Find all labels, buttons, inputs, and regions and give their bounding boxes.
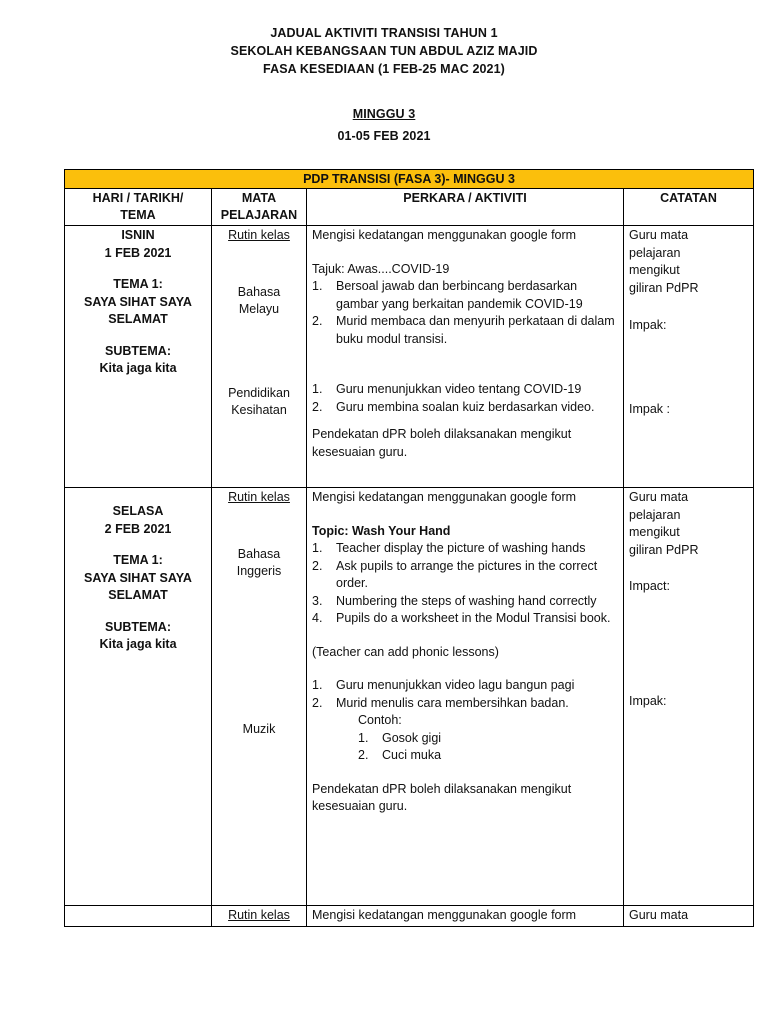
week-title: MINGGU 3 — [352, 107, 416, 121]
contoh-list — [358, 730, 618, 765]
day-cell — [65, 488, 212, 906]
list-item: 3. Numbering the steps of washing hand correctly — [312, 593, 597, 608]
subtema-value: Kita jaga kita — [99, 361, 177, 375]
subject-cell — [212, 488, 307, 906]
closing-note: Pendekatan dPR boleh dilaksanakan mengikut kesesuaian guru. — [312, 781, 572, 813]
tema-line2: SELAMAT — [108, 312, 168, 326]
notes-cell — [624, 226, 754, 488]
subject-bm-line1: Bahasa — [237, 284, 281, 299]
table-banner: PDP TRANSISI (FASA 3)- MINGGU 3 — [65, 170, 754, 189]
list-item: 1. Teacher display the picture of washing hands — [312, 541, 586, 555]
col-header-day-line1: HARI / TARIKH/ — [92, 191, 184, 205]
note-line: Guru mata — [629, 490, 689, 504]
list-item: 1. Bersoal jawab dan berbincang berdasarkan gambar yang berkaitan pandemik COVID-19 — [312, 279, 583, 311]
closing-note: Pendekatan dPR boleh dilaksanakan mengikut kesesuaian guru. — [312, 427, 572, 459]
note-line: Guru mata — [629, 228, 689, 242]
phonic-note: (Teacher can add phonic lessons) — [312, 644, 499, 659]
note-line: giliran PdPR — [629, 542, 699, 557]
rutin-kelas-label: Rutin kelas — [228, 490, 290, 504]
tema-line1: SAYA SIHAT SAYA — [84, 294, 192, 309]
note-line: pelajaran — [629, 245, 681, 260]
subject-cell — [212, 906, 307, 927]
subject-bi-line1: Bahasa — [237, 546, 281, 561]
list-item: 2. Murid menulis cara membersihkan badan. — [312, 695, 569, 710]
list-item: 1. Guru menunjukkan video tentang COVID-19 — [312, 382, 582, 396]
phase-title: FASA KESEDIAAN (1 FEB-25 MAC 2021) — [263, 62, 505, 76]
column-header-row — [65, 189, 754, 226]
subject-muzik: Muzik — [242, 721, 276, 736]
pk-activity-list — [312, 381, 618, 416]
col-header-day-line2: TEMA — [120, 208, 156, 222]
subject-bi-line2: Inggeris — [236, 564, 282, 578]
col-header-day — [65, 189, 212, 226]
tema-line1: SAYA SIHAT SAYA — [84, 570, 192, 585]
tema-label: TEMA 1: — [113, 277, 163, 291]
activity-cell — [307, 906, 624, 927]
activity-cell — [307, 488, 624, 906]
tema-label: TEMA 1: — [113, 553, 163, 567]
tema-line2: SELAMAT — [108, 588, 168, 602]
note-line: giliran PdPR — [629, 280, 699, 295]
subject-pk-line1: Pendidikan — [228, 385, 290, 400]
list-item: 2. Ask pupils to arrange the pictures in the correct order. — [312, 558, 598, 590]
list-item: 2. Murid membaca dan menyurih perkataan di dalam buku modul transisi. — [312, 314, 615, 346]
day-cell — [65, 226, 212, 488]
topic-title: Topic: Wash Your Hand — [312, 523, 451, 538]
schedule-table — [64, 169, 754, 927]
subtema-label: SUBTEMA: — [105, 343, 171, 358]
col-header-subject — [212, 189, 307, 226]
list-item: 1. Guru menunjukkan video lagu bangun pagi — [312, 678, 575, 692]
impak-label: Impak: — [629, 318, 667, 332]
day-date: 2 FEB 2021 — [104, 521, 172, 536]
subject-cell — [212, 226, 307, 488]
col-header-notes: CATATAN — [624, 189, 754, 226]
note-line: pelajaran — [629, 507, 681, 522]
attendance-text: Mengisi kedatangan menggunakan google form — [312, 228, 577, 242]
list-item: 4. Pupils do a worksheet in the Modul Transisi book. — [312, 611, 611, 625]
day-date: 1 FEB 2021 — [104, 245, 172, 260]
table-row — [65, 906, 754, 927]
list-item: 2. Guru membina soalan kuiz berdasarkan video. — [312, 399, 595, 414]
rutin-kelas-label: Rutin kelas — [228, 908, 290, 922]
contoh-block — [312, 712, 618, 765]
notes-cell — [624, 906, 754, 927]
day-name: SELASA — [112, 504, 164, 518]
table-row — [65, 488, 754, 906]
attendance-text: Mengisi kedatangan menggunakan google form — [312, 908, 577, 922]
activity-cell — [307, 226, 624, 488]
impact-label: Impact: — [629, 579, 670, 593]
note-line: Guru mata — [629, 908, 689, 922]
note-line: mengikut — [629, 263, 680, 277]
notes-cell — [624, 488, 754, 906]
impak-label: Impak: — [629, 693, 667, 708]
impak-label: Impak : — [629, 401, 670, 416]
subtema-value: Kita jaga kita — [99, 637, 177, 651]
rutin-kelas-label: Rutin kelas — [228, 228, 290, 242]
col-header-subject-line1: MATA — [241, 191, 277, 205]
list-item: 1. Gosok gigi — [358, 730, 442, 745]
school-name: SEKOLAH KEBANGSAAN TUN ABDUL AZIZ MAJID — [230, 44, 538, 58]
doc-title: JADUAL AKTIVITI TRANSISI TAHUN 1 — [270, 26, 498, 40]
muzik-activity-list — [312, 677, 618, 712]
col-header-subject-line2: PELAJARAN — [220, 208, 298, 222]
subject-pk-line2: Kesihatan — [231, 403, 287, 417]
table-banner-row — [65, 170, 754, 189]
topic-title: Tajuk: Awas....COVID-19 — [312, 261, 450, 276]
day-name: ISNIN — [121, 228, 155, 242]
bm-activity-list — [312, 278, 618, 348]
contoh-label: Contoh: — [358, 713, 402, 727]
subtema-label: SUBTEMA: — [105, 619, 171, 634]
bi-activity-list — [312, 540, 618, 628]
col-header-activity: PERKARA / AKTIVITI — [307, 189, 624, 226]
table-row — [65, 226, 754, 488]
note-line: mengikut — [629, 525, 680, 539]
day-cell — [65, 906, 212, 927]
list-item: 2. Cuci muka — [358, 748, 442, 762]
attendance-text: Mengisi kedatangan menggunakan google form — [312, 490, 577, 504]
subject-bm-line2: Melayu — [238, 302, 280, 316]
week-dates: 01-05 FEB 2021 — [337, 129, 431, 143]
